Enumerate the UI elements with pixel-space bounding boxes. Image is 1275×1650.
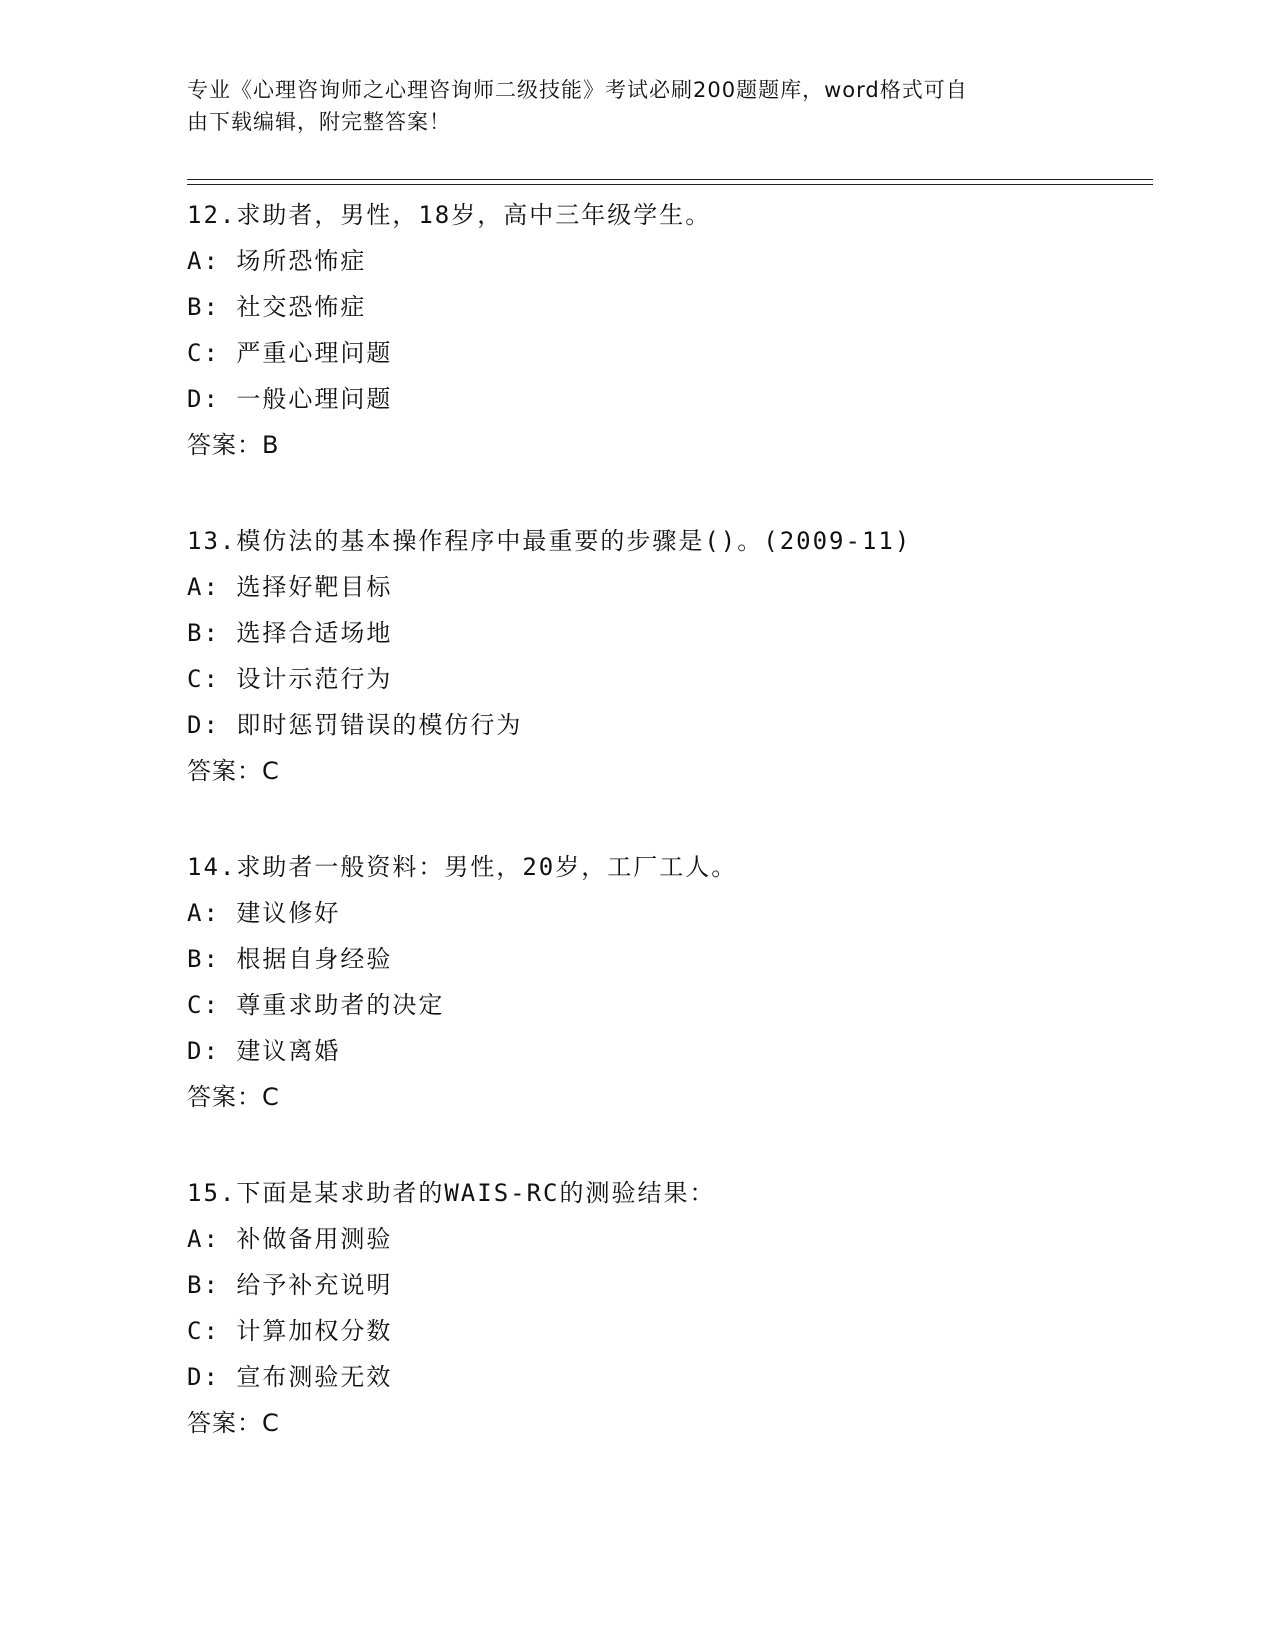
option-a: A: 场所恐怖症 (187, 247, 367, 275)
answer-line: 答案：C (187, 1083, 280, 1111)
option-b: B: 根据自身经验 (187, 945, 393, 973)
question-13 (187, 518, 1167, 794)
header-line-2: 由下载编辑，附完整答案！ (187, 110, 451, 134)
header-divider-top (187, 179, 1153, 180)
option-d: D: 一般心理问题 (187, 385, 393, 413)
header-divider-bottom (187, 184, 1153, 185)
option-b: B: 社交恐怖症 (187, 293, 367, 321)
option-a: A: 选择好靶目标 (187, 573, 393, 601)
option-c: C: 计算加权分数 (187, 1317, 393, 1345)
question-list (187, 192, 1167, 1496)
question-stem: 13.模仿法的基本操作程序中最重要的步骤是()。(2009-11) (187, 527, 912, 555)
option-c: C: 尊重求助者的决定 (187, 991, 445, 1019)
option-d: D: 宣布测验无效 (187, 1363, 393, 1391)
option-a: A: 补做备用测验 (187, 1225, 393, 1253)
answer-line: 答案：C (187, 1409, 280, 1437)
header-line-1: 专业《心理咨询师之心理咨询师二级技能》考试必刷200题题库，word格式可自 (187, 78, 968, 102)
question-stem: 12.求助者，男性，18岁，高中三年级学生。 (187, 201, 712, 229)
question-14 (187, 844, 1167, 1120)
question-stem: 14.求助者一般资料：男性，20岁，工厂工人。 (187, 853, 738, 881)
answer-line: 答案：B (187, 431, 280, 459)
option-a: A: 建议修好 (187, 899, 341, 927)
option-d: D: 建议离婚 (187, 1037, 341, 1065)
option-b: B: 选择合适场地 (187, 619, 393, 647)
option-c: C: 严重心理问题 (187, 339, 393, 367)
document-header (187, 74, 1067, 138)
question-stem: 15.下面是某求助者的WAIS-RC的测验结果： (187, 1179, 716, 1207)
answer-line: 答案：C (187, 757, 280, 785)
option-c: C: 设计示范行为 (187, 665, 393, 693)
option-d: D: 即时惩罚错误的模仿行为 (187, 711, 523, 739)
question-15 (187, 1170, 1167, 1446)
option-b: B: 给予补充说明 (187, 1271, 393, 1299)
question-12 (187, 192, 1167, 468)
